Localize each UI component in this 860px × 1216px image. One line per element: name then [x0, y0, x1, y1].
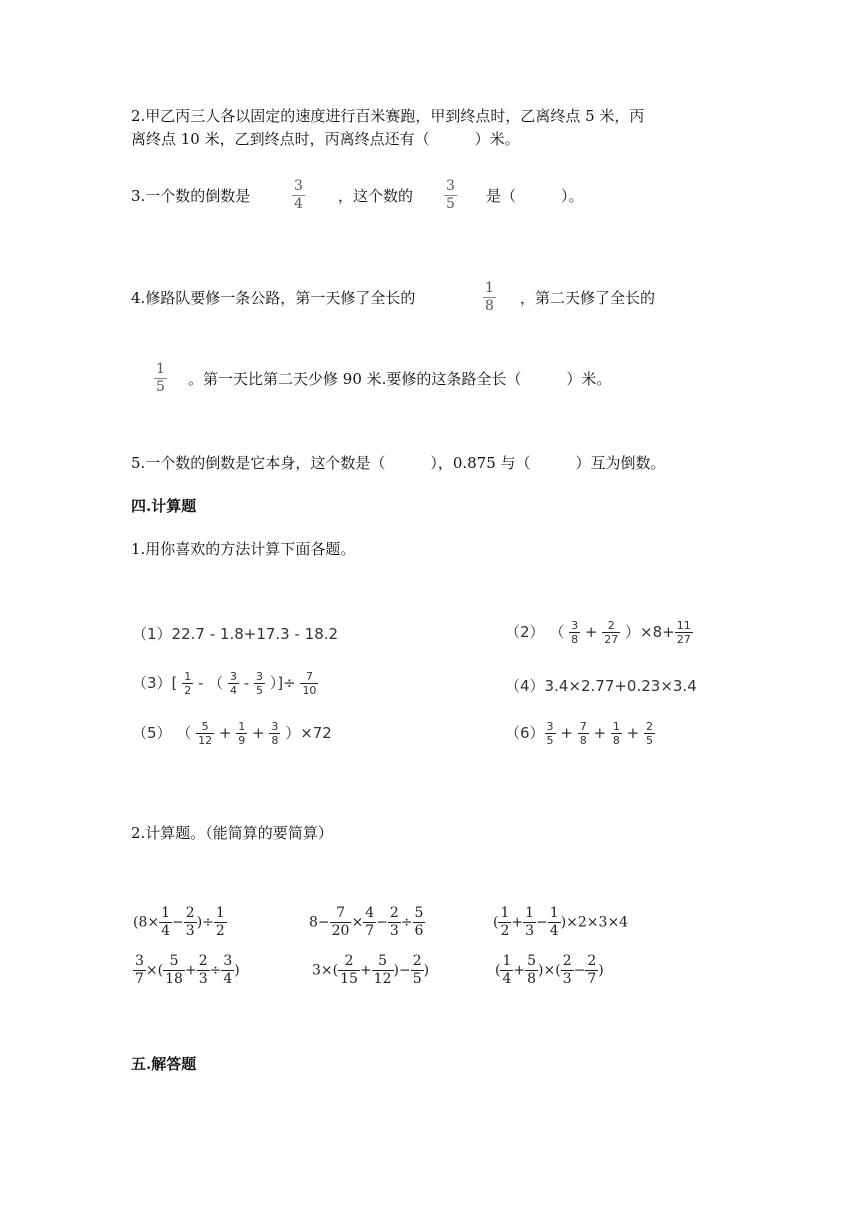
fraction: $\frac{1}{4}$	[161, 905, 171, 939]
fraction: $\frac{3}{5}$	[546, 720, 554, 747]
fraction: $\frac{2}{7}$	[587, 953, 597, 987]
expression-5: 3×( $\frac{2}{15}$ + $\frac{5}{12}$ )− $\frac{2}{5}$ )	[312, 953, 430, 987]
calc-label: （1）	[132, 625, 172, 643]
q2-line1: 2.甲乙丙三人各以固定的速度进行百米赛跑，甲到终点时，乙离终点 5 米，丙	[131, 107, 645, 125]
calc-expression: 22.7 - 1.8+17.3 - 18.2	[171, 625, 339, 643]
calc-6: （6） $\frac{3}{5}$ + $\frac{7}{8}$ + $\frac{1}{8}$ + $\frac{2}{5}$	[505, 720, 653, 747]
q4-part3: 。第一天比第二天少修 90 米.要修的这条路全长（ ）米。	[188, 370, 612, 388]
fraction: $\frac{7}{10}$	[302, 670, 317, 697]
calc-label: （4）	[505, 677, 545, 695]
numerator: 3	[294, 178, 303, 194]
q3-part2: ，这个数的	[338, 187, 414, 205]
fraction: $\frac{5}{18}$	[165, 953, 183, 987]
fraction: $\frac{1}{2}$	[215, 905, 225, 939]
calc-3: （3）[ $\frac{1}{2}$ - （ $\frac{3}{4}$ - $\frac{3}{5}$ ）]÷ $\frac{7}{10}$	[132, 670, 317, 697]
calc-label: （2）	[505, 623, 545, 641]
calc-1	[132, 623, 338, 644]
q2-line2: 离终点 10 米，乙到终点时，丙离终点还有（ ）米。	[131, 130, 520, 148]
fraction: $\frac{7}{8}$	[579, 720, 587, 747]
section-5-title: 五.解答题	[131, 1055, 197, 1073]
calc-label: （5）	[132, 724, 172, 742]
fraction: $\frac{1}{3}$	[525, 905, 535, 939]
denominator: 5	[446, 196, 455, 212]
fraction: $\frac{2}{5}$	[645, 720, 653, 747]
calc-label: （6）	[505, 724, 545, 742]
numerator: 1	[485, 280, 494, 296]
denominator: 5	[156, 379, 165, 395]
fraction: $\frac{1}{4}$	[549, 905, 559, 939]
q4-part2: ，第二天修了全长的	[520, 289, 656, 307]
fraction: $\frac{3}{8}$	[271, 720, 279, 747]
q3-fraction-1	[292, 178, 305, 213]
fraction: $\frac{1}{4}$	[502, 953, 512, 987]
denominator: 8	[485, 298, 494, 314]
fraction: $\frac{2}{5}$	[412, 953, 422, 987]
q4-fraction-2	[154, 361, 167, 396]
expression-3: ( $\frac{1}{2}$ + $\frac{1}{3}$ − $\frac{1}{4}$ )×2×3×4	[493, 905, 629, 939]
denominator: 4	[294, 196, 303, 212]
fraction: $\frac{3}{4}$	[223, 953, 233, 987]
fraction: $\frac{2}{3}$	[185, 905, 195, 939]
fraction: $\frac{1}{9}$	[238, 720, 246, 747]
fraction: $\frac{1}{2}$	[184, 670, 192, 697]
fraction: $\frac{2}{15}$	[340, 953, 358, 987]
fraction: $\frac{5}{8}$	[527, 953, 537, 987]
calc-expression: 3.4×2.77+0.23×3.4	[544, 677, 697, 695]
q5-text: 5.一个数的倒数是它本身，这个数是（ ），0.875 与（ ）互为倒数。	[131, 454, 666, 472]
calc-5: （5） （ $\frac{5}{12}$ + $\frac{1}{9}$ + $\frac{3}{8}$ ）×72	[132, 720, 332, 747]
q3-fraction-2	[444, 178, 457, 213]
calc-4	[505, 675, 697, 696]
numerator: 3	[446, 178, 455, 194]
q4-part1: 4.修路队要修一条公路，第一天修了全长的	[131, 289, 416, 307]
numerator: 1	[156, 361, 165, 377]
expression-2: 8− $\frac{7}{20}$ × $\frac{4}{7}$ − $\frac{2}{3}$ ÷ $\frac{5}{6}$	[309, 905, 424, 939]
fraction: $\frac{5}{12}$	[373, 953, 392, 987]
fraction: $\frac{4}{7}$	[365, 905, 375, 939]
fraction: $\frac{1}{8}$	[612, 720, 620, 747]
fraction: $\frac{3}{4}$	[229, 670, 237, 697]
calc-label: （3）	[132, 674, 172, 692]
fraction: $\frac{7}{20}$	[331, 905, 350, 939]
q3-part1: 3.一个数的倒数是	[131, 187, 251, 205]
section-4-q1-title: 1.用你喜欢的方法计算下面各题。	[131, 540, 356, 558]
section-4-q2-title: 2.计算题。（能简算的要简算）	[131, 824, 333, 842]
fraction: $\frac{1}{2}$	[500, 905, 510, 939]
fraction: $\frac{2}{3}$	[389, 905, 399, 939]
calc-2: （2） （ $\frac{3}{8}$ + $\frac{2}{27}$ ）×8+ $\frac{11}{27}$	[505, 619, 691, 646]
fraction: $\frac{3}{8}$	[571, 619, 579, 646]
fraction: $\frac{2}{3}$	[198, 953, 208, 987]
fraction: $\frac{5}{12}$	[198, 720, 213, 747]
q3-part3: 是（ ）。	[486, 187, 584, 205]
fraction: $\frac{11}{27}$	[676, 619, 691, 646]
fraction: $\frac{3}{5}$	[255, 670, 263, 697]
q4-fraction-1	[483, 280, 496, 315]
fraction: $\frac{2}{27}$	[604, 619, 619, 646]
expression-1: (8× $\frac{1}{4}$ − $\frac{2}{3}$ )÷ $\frac{1}{2}$	[133, 905, 225, 939]
expression-4: $\frac{3}{7}$ ×( $\frac{5}{18}$ + $\frac{2}{3}$ ÷ $\frac{3}{4}$ )	[135, 953, 240, 987]
expression-6: ( $\frac{1}{4}$ + $\frac{5}{8}$ )×( $\frac{2}{3}$ − $\frac{2}{7}$ )	[495, 953, 604, 987]
fraction: $\frac{3}{7}$	[135, 953, 144, 987]
fraction: $\frac{5}{6}$	[414, 905, 424, 939]
fraction: $\frac{2}{3}$	[562, 953, 572, 987]
section-4-title: 四.计算题	[131, 497, 197, 515]
